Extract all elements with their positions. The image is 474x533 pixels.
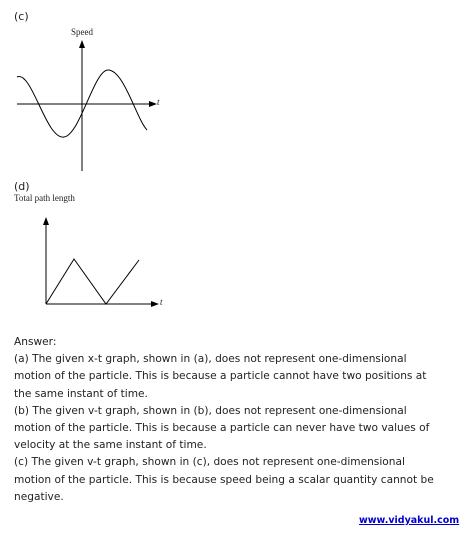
figure-d-y-axis-arrow [43, 217, 49, 225]
figure-c-t-axis-label: t [157, 97, 160, 107]
figure-d-t-axis-label: t [160, 297, 163, 307]
figure-c-speed-axis-title: Speed [71, 27, 93, 37]
figure-d-path-length-curve [46, 259, 139, 304]
footer-website-link[interactable]: www.vidyakul.com [359, 515, 460, 526]
answer-part-c: (c) The given v-t graph, shown in (c), does not represent one-dimensional motion of the particle. This is because speed being a scalar quantity cannot be negative. [14, 456, 434, 503]
figure-d-label: (d) [14, 180, 30, 193]
figure-d-path-length-axis-title: Total path length [14, 193, 75, 203]
figure-c-label: (c) [14, 10, 29, 23]
answer-part-b: (b) The given v-t graph, shown in (b), does not represent one-dimensional motion of the particle. This is because a particle can never have two values of velocity at the same instant of time. [14, 404, 430, 452]
answer-section [14, 334, 434, 506]
answer-heading: Answer: [14, 336, 57, 348]
answer-part-a: (a) The given x-t graph, shown in (a), does not represent one-dimensional motion of the particle. This is because a particle cannot have two positions at the same instant of time. [14, 353, 427, 400]
figure-d-x-axis-arrow [151, 301, 159, 307]
